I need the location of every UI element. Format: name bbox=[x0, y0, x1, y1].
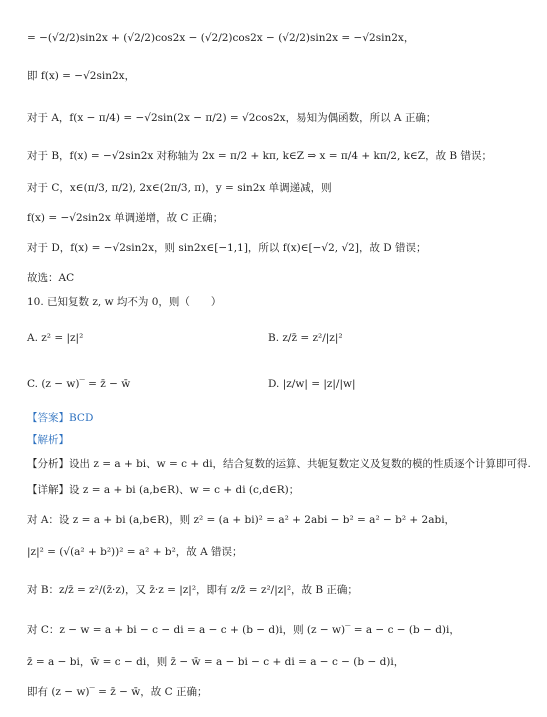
text-line-a2: |z|² = (√(a² + b²))² = a² + b²，故 A 错误； bbox=[27, 546, 243, 558]
text-line-8: 故选：AC bbox=[27, 272, 75, 284]
analysis-label: 【解析】 bbox=[27, 434, 69, 446]
text-line-2: 即 f(x) = −√2sin2x， bbox=[27, 70, 136, 82]
option-d: D. |z/w| = |z|/|w| bbox=[268, 378, 356, 390]
text-line-7: 对于 D，f(x) = −√2sin2x，则 sin2x∈[−1,1]，所以 f(x)∈[−√2, √2]，故 D 错误； bbox=[27, 242, 427, 254]
text-line-6: f(x) = −√2sin2x 单调递增，故 C 正确； bbox=[27, 212, 224, 224]
option-b: B. z/z̄ = z²/|z|² bbox=[268, 332, 343, 344]
text-line-c3: 即有 (z − w)‾ = z̄ − w̄，故 C 正确； bbox=[27, 686, 208, 698]
text-line-a1: 对 A：设 z = a + bi (a,b∈R)，则 z² = (a + bi)² = a² + 2abi − b² = a² − b² + 2abi， bbox=[27, 514, 456, 526]
option-a: A. z² = |z|² bbox=[27, 332, 84, 344]
option-c: C. (z − w)‾ = z̄ − w̄ bbox=[27, 378, 131, 390]
text-line-c1: 对 C：z − w = a + bi − c − di = a − c + (b − d)i，则 (z − w)‾ = a − c − (b − d)i， bbox=[27, 624, 460, 636]
text-line-5: 对于 C，x∈(π/3, π/2), 2x∈(2π/3, π)，y = sin2x 单调递减，则 bbox=[27, 182, 332, 194]
text-line-analysis: 【分析】设出 z = a + bi、w = c + di，结合复数的运算、共轭复数定义及复数的模的性质逐个计算即可得. bbox=[27, 458, 531, 470]
text-line-1: = −(√2/2)sin2x + (√2/2)cos2x − (√2/2)cos2x − (√2/2)sin2x = −√2sin2x， bbox=[27, 32, 415, 44]
answer-label: 【答案】BCD bbox=[27, 412, 94, 424]
text-line-detail: 【详解】设 z = a + bi (a,b∈R)、w = c + di (c,d∈R)； bbox=[27, 484, 300, 496]
question-10-stem: 10. 已知复数 z, w 均不为 0，则（ ） bbox=[27, 296, 222, 308]
text-line-3: 对于 A，f(x − π/4) = −√2sin(2x − π/2) = √2cos2x，易知为偶函数，所以 A 正确； bbox=[27, 112, 437, 124]
text-line-b: 对 B：z/z̄ = z²/(z̄·z)，又 z̄·z = |z|²，即有 z/z̄ = z²/|z|²，故 B 正确； bbox=[27, 584, 358, 596]
text-line-c2: z̄ = a − bi，w̄ = c − di，则 z̄ − w̄ = a − bi − c + di = a − c − (b − d)i， bbox=[27, 656, 405, 668]
text-line-4: 对于 B，f(x) = −√2sin2x 对称轴为 2x = π/2 + kπ, k∈Z ⇒ x = π/4 + kπ/2, k∈Z，故 B 错误； bbox=[27, 150, 492, 162]
